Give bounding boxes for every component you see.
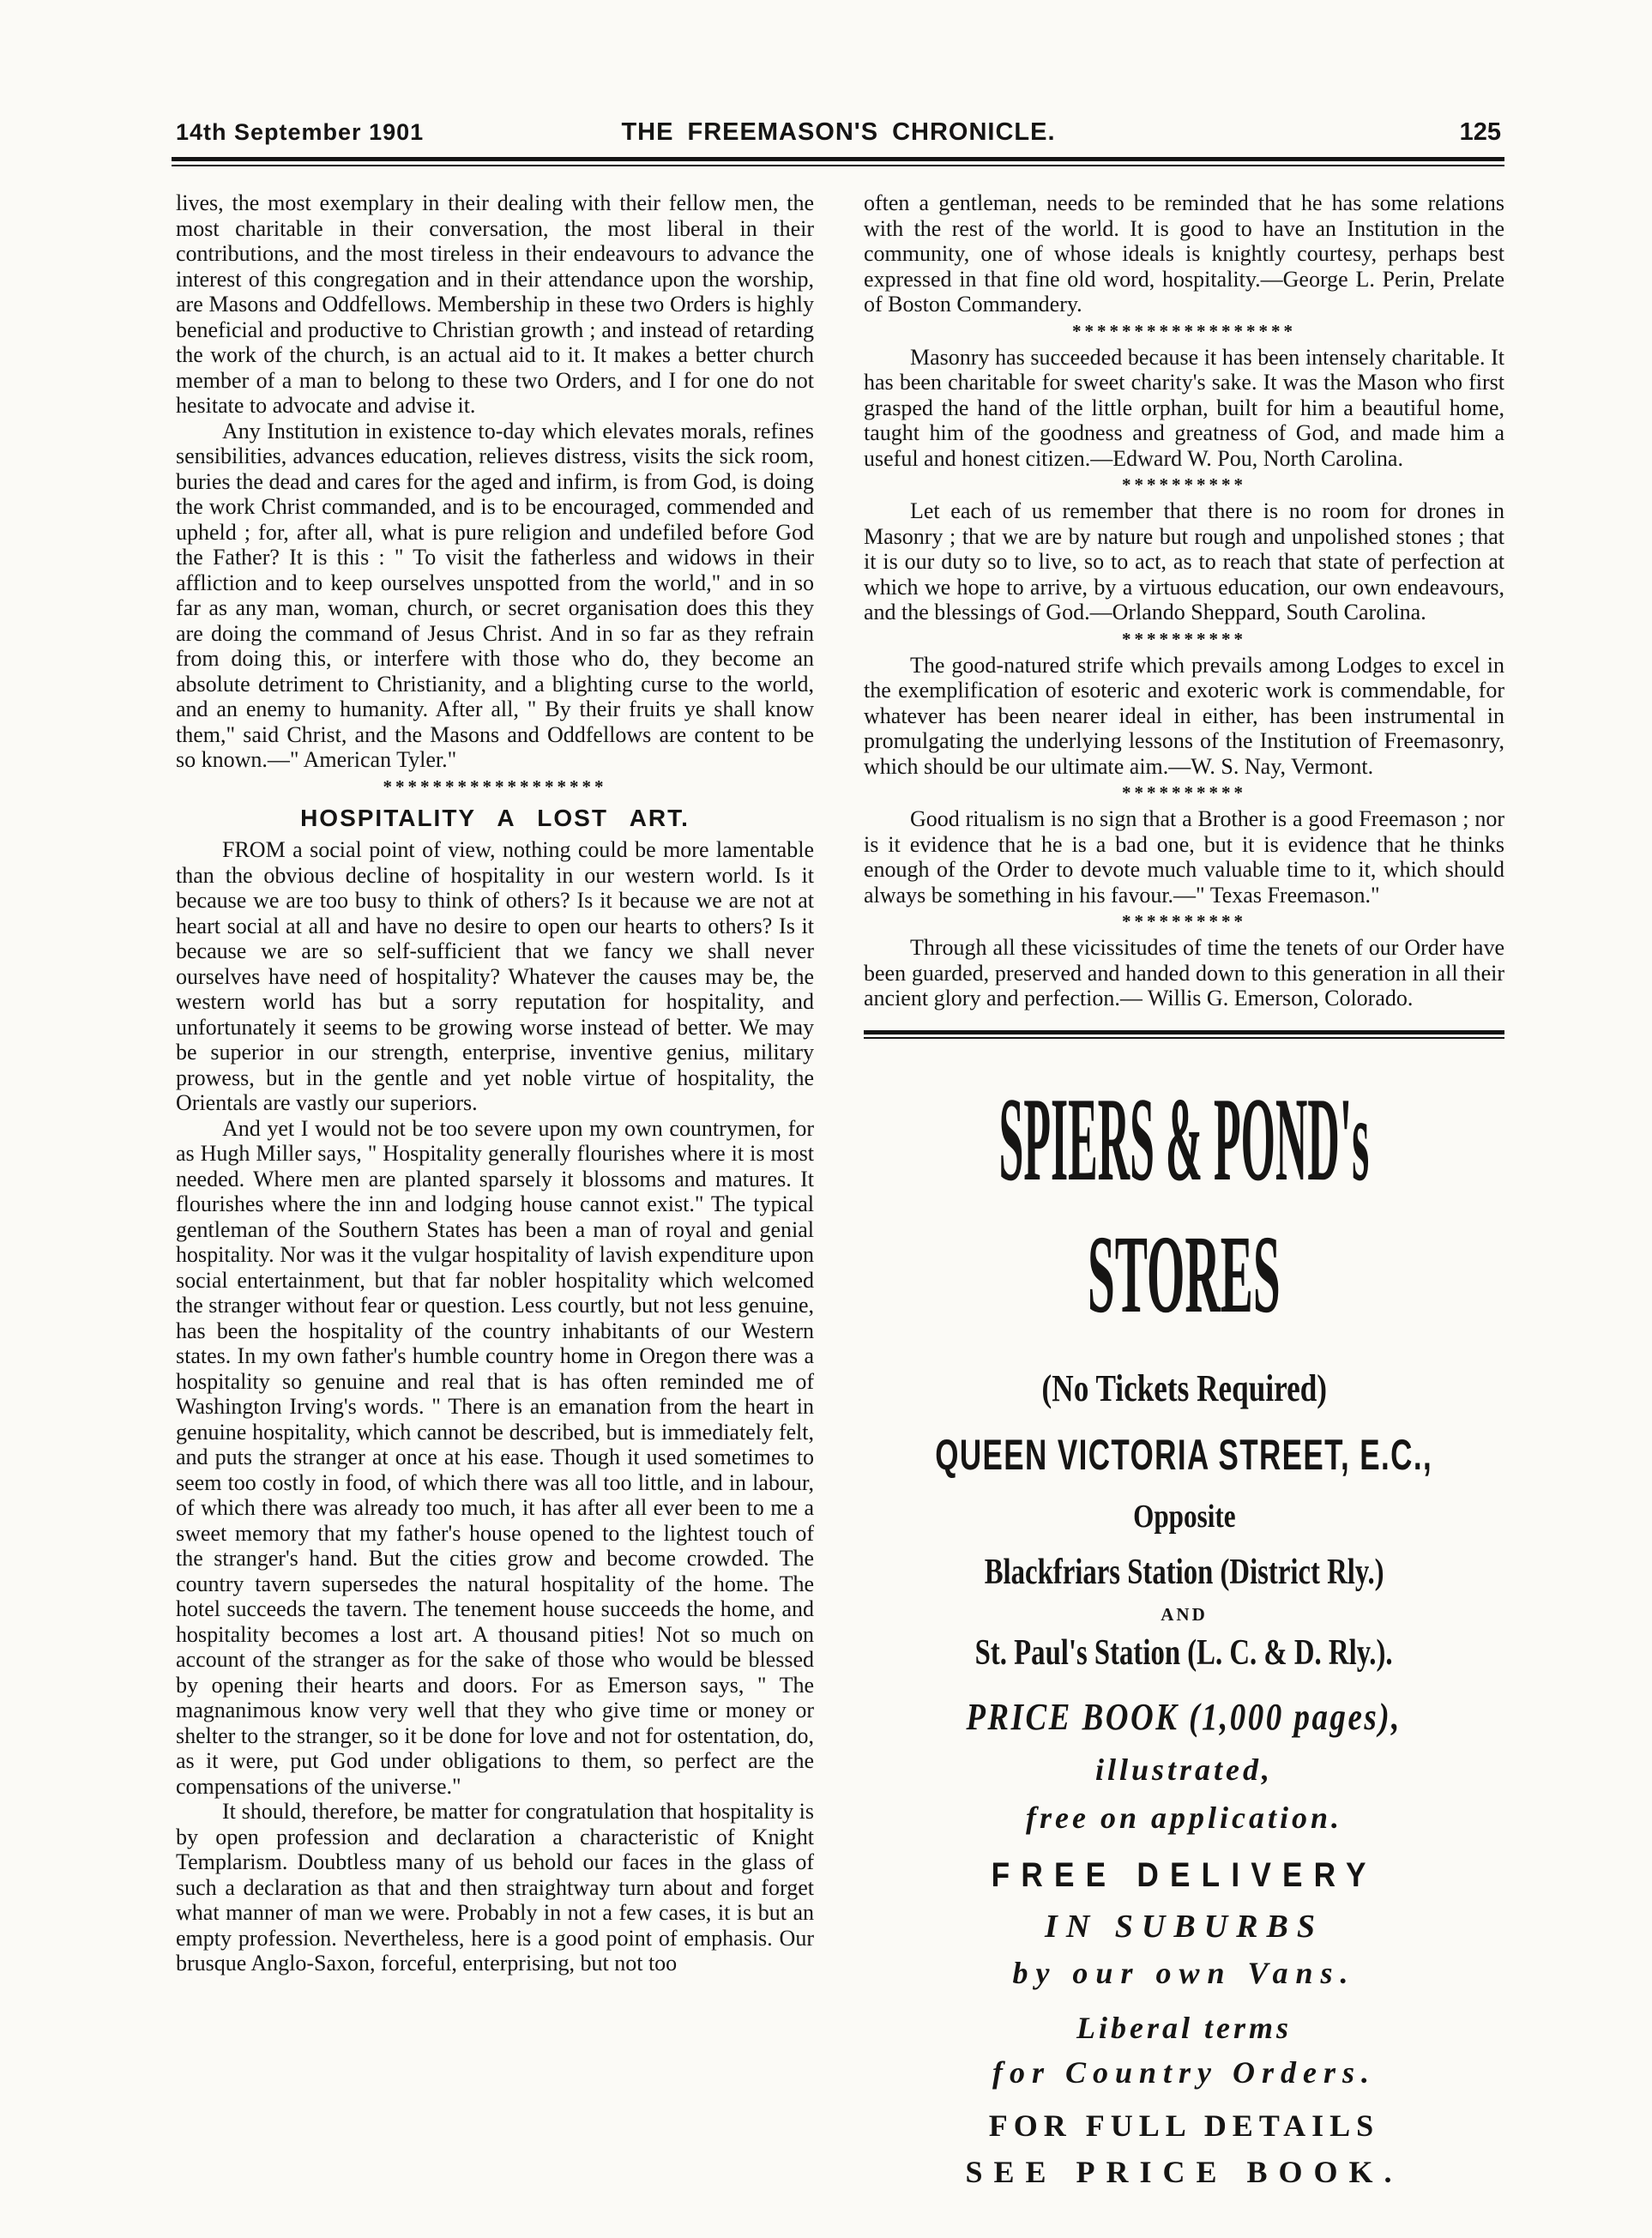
ad-opposite-text: Opposite (1132, 1498, 1236, 1535)
ad-no-tickets (864, 1369, 1504, 1409)
asterisk-divider: ********** (1122, 628, 1246, 649)
ad-see-price-book-text: SEE PRICE BOOK. (965, 2154, 1403, 2189)
ad-no-tickets-text: (No Tickets Required) (1041, 1367, 1327, 1409)
ad-free-application-text: free on application. (1026, 1800, 1342, 1835)
ad-brand-text-1: SPIERS & POND's (998, 1072, 1370, 1206)
text-columns (176, 190, 1504, 2188)
ad-street-address (864, 1433, 1504, 1478)
paragraph-often-gentleman: often a gentleman, needs to be reminded that he has some relations with the rest of the world. It is good to have an Institution in the community, one of whose ideals is knightly courtesy, perhaps best expressed in that fine old word, hospitality.—George L. Perin, Prelate of Boston Commandery. (864, 190, 1504, 317)
ad-free-on-application (864, 1802, 1504, 1835)
ad-brand-text-2: STORES (1088, 1212, 1281, 1336)
asterisk-divider: ****************** (1072, 320, 1296, 341)
ad-st-pauls-text: St. Paul's Station (L. C. & D. Rly.). (975, 1632, 1393, 1673)
page-number: 125 (1459, 118, 1501, 146)
paragraph-continuation: lives, the most exemplary in their dealing with their fellow men, the most charitable in their conversation, the most liberal in their contributions, and the most tireless in their endeavours to advance the interest of this congregation and in their attendance upon the worship, are Masons and Oddfellows. Membership in these two Orders is highly beneficial and productive to Christian growth ; and instead of retarding the work of the church, is an actual aid to it. It makes a better church member of a man to belong to these two Orders, and I for one do not hesitate to advocate and advise it. (176, 190, 814, 418)
paper-title: THE FREEMASON'S CHRONICLE. (621, 118, 1056, 146)
ad-in-suburbs (864, 1910, 1504, 1945)
paragraph-good-natured-strife: The good-natured strife which prevails among Lodges to excel in the exemplification of esoteric and exoteric work is commendable, for whatever has been nearer ideal in either, has been instrumental in promulgating the underlying lessons of the Institution of Freemasonry, which should be our ultimate aim.—W. S. Nay, Vermont. (864, 652, 1504, 779)
ad-own-vans (864, 1957, 1504, 1990)
ad-st-pauls-station (864, 1634, 1504, 1672)
ad-and-text: AND (1161, 1603, 1208, 1625)
paragraph-masonry-succeeded: Masonry has succeeded because it has been intensely charitable. It has been charitable for sweet charity's sake. It was the Mason who first grasped the hand of the little orphan, built for him a beautiful home, taught him of the goodness and greatness of God, and made him a useful and honest citizen.—Edward W. Pou, North Carolina. (864, 344, 1504, 471)
asterisk-divider: ********** (1122, 782, 1246, 803)
paragraph-and-yet: And yet I would not be too severe upon my own countrymen, for as Hugh Miller says, " Hospitality generally flourishes where it is most needed. Where men are planted sparsely it blossoms and matures. It flourishes where the inn and lodging house cannot exist." The typical gentleman of the Southern States has been a man of royal and genial hospitality. Nor was it the vulgar hospitality of lavish expenditure upon social entertainment, but that far nobler hospitality which welcomed the stranger without fear or question. Less courtly, but not less genuine, has been the hospitality of the country inhabitants of our Western states. In my own father's humble country home in Oregon there was a hospitality so genuine and real that is has often reminded me of Washington Irving's words. " There is an emanation from the heart in genuine hospitality, which cannot be described, but is immediately felt, and puts the stranger at once at his ease. Though it used sometimes to seem too costly in food, of which there was all too little, and in labour, of which there was already too much, it has after all ever been to me a sweet memory that my father's house opened to the lightest touch of the stranger's hand. But the cities grow and become crowded. The country tavern supersedes the natural hospitality of the home. The hotel succeeds the tavern. The tenement house succeeds the home, and hospitality becomes a lost art. A thousand pities! Not so much on account of the stranger as for the sake of those who would be blessed by opening their hearts and doors. For as Emerson says, " The magnanimous know very well that they who give time or money or shelter to the stranger, so it be done for love and not for ostentation, do, as it were, put God under obligations to them, so perfect are the compensations of the universe." (176, 1115, 814, 1799)
ad-liberal-terms (864, 2012, 1504, 2045)
ad-blackfriars-station (864, 1553, 1504, 1591)
masthead-rule (172, 157, 1504, 166)
ad-own-vans-text: by our own Vans. (1012, 1956, 1356, 1991)
ad-country-orders-text: for Country Orders. (992, 2055, 1377, 2090)
ad-liberal-terms-text: Liberal terms (1076, 2011, 1292, 2046)
ad-illustrated (864, 1754, 1504, 1787)
paragraph-from-social: FROM a social point of view, nothing could be more lamentable than the obvious decline of hospitality in our western world. Is it because we are too busy to think of others? Is it because we are not at heart social at all and have no desire to open our hearts to others? Is it because we are so self-sufficient that we fancy we shall never ourselves have need of hospitality? Whatever the causes may be, the western world has but a sorry reputation for hospitality, and unfortunately it seems to be growing worse instead of better. We may be superior in our strength, enterprise, inventive genius, military prowess, but in the gentle and yet noble virtue of hospitality, the Orientals are vastly our superiors. (176, 837, 814, 1115)
ad-see-price-book (864, 2154, 1504, 2189)
ad-full-details-text: FOR FULL DETAILS (988, 2108, 1380, 2143)
paragraph-it-should: It should, therefore, be matter for congratulation that hospitality is by open profession and declaration a characteristic of Knight Templarism. Doubtless many of us behold our faces in the glass of such a declaration as that and then straightway turn about and forget what manner of man we were. Probably in not a few cases, it is but an empty profession. Nevertheless, here is a good point of emphasis. Our brusque Anglo-Saxon, forceful, enterprising, but not too (176, 1799, 814, 1976)
ad-street-text: QUEEN VICTORIA STREET, E.C., (935, 1431, 1433, 1480)
ad-free-delivery-text: FREE DELIVERY (991, 1855, 1378, 1894)
ad-price-book-text: PRICE BOOK (1,000 pages), (966, 1695, 1402, 1738)
ad-country-orders (864, 2057, 1504, 2090)
ad-free-delivery (864, 1857, 1504, 1893)
asterisk-divider: ********** (1122, 474, 1246, 495)
ad-price-book (864, 1695, 1504, 1738)
ad-illustrated-text: illustrated, (1094, 1752, 1274, 1787)
spiers-pond-advert (864, 1072, 1504, 2189)
paragraph-through-vicissitudes: Through all these vicissitudes of time the tenets of our Order have been guarded, preserved and handed down to this generation in all their ancient glory and perfection.— Willis G. Emerson, Colorado. (864, 935, 1504, 1010)
paragraph-let-each: Let each of us remember that there is no room for drones in Masonry ; that we are by nature but rough and unpolished stones ; that it is our duty so to live, so to act, as to reach that state of perfection at which we hope to arrive, by a virtuous education, our own endeavours, and the blessings of God.—Orlando Sheppard, South Carolina. (864, 498, 1504, 624)
right-column (864, 190, 1504, 2188)
ad-opposite (864, 1500, 1504, 1535)
masthead (176, 118, 1501, 147)
paragraph-good-ritualism: Good ritualism is no sign that a Brother is a good Freemason ; nor is it evidence that he is a bad one, but it is evidence that he thinks enough of the Order to devote much valuable time to it, which should always be something in his favour.—" Texas Freemason." (864, 806, 1504, 908)
asterisk-divider: ********** (1122, 911, 1246, 932)
ad-brand-line-2 (864, 1212, 1504, 1336)
asterisk-divider: ****************** (383, 775, 607, 797)
advert-top-rule (864, 1030, 1504, 1039)
article-heading: HOSPITALITY A LOST ART. (300, 804, 690, 831)
ad-in-suburbs-text: IN SUBURBS (1045, 1908, 1323, 1945)
issue-date: 14th September 1901 (176, 119, 425, 145)
ad-full-details (864, 2110, 1504, 2143)
ad-brand-line-1 (864, 1072, 1504, 1206)
ad-and-word (864, 1605, 1504, 1624)
ad-blackfriars-text: Blackfriars Station (District Rly.) (984, 1552, 1384, 1592)
left-column (176, 190, 814, 2188)
paragraph-institution: Any Institution in existence to-day which elevates morals, refines sensibilities, advances education, relieves distress, visits the sick room, buries the dead and cares for the aged and infirm, is from God, is doing the work Christ commanded, and is to be encouraged, commended and upheld ; for, after all, what is pure religion and undefiled before God the Father? It is this : " To visit the fatherless and widows in their affliction and to keep ourselves unspotted from the world," and in so far as any man, woman, church, or secret organisation does this they are doing the command of Jesus Christ. And in so far as they refrain from doing this, or interfere with those who do, they become an absolute detriment to Christianity, and a blighting curse to the world, and an enemy to humanity. After all, " By their fruits ye shall know them," said Christ, and the Masons and Oddfellows are content to be so known.—" American Tyler." (176, 418, 814, 772)
